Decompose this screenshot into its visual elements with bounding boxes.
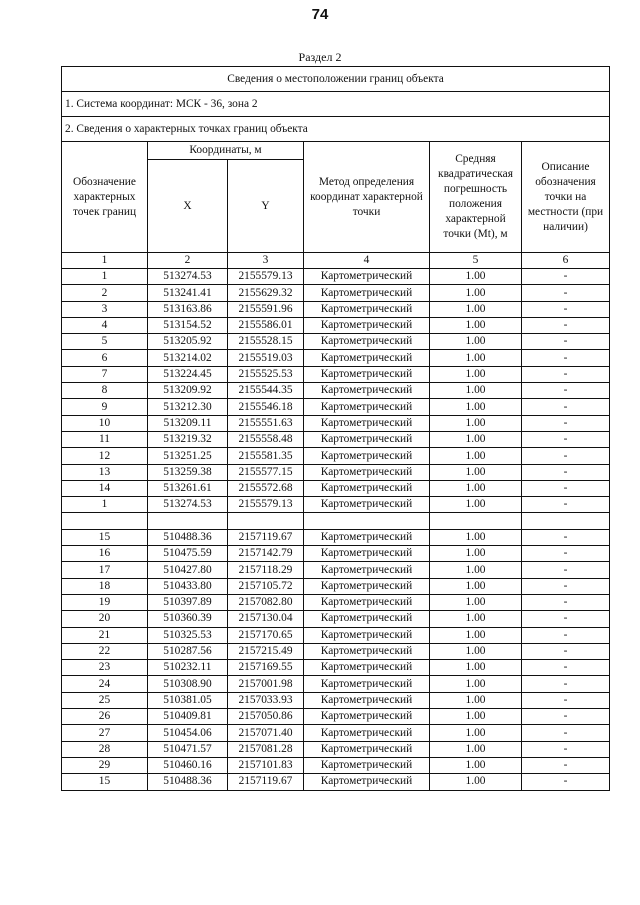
point-id-cell: 23 xyxy=(62,660,148,676)
coord-system-line: 1. Система координат: МСК - 36, зона 2 xyxy=(62,92,610,117)
x-cell: 513261.61 xyxy=(148,480,228,496)
point-id-cell: 7 xyxy=(62,366,148,382)
point-id-cell: 11 xyxy=(62,431,148,447)
accuracy-cell: 1.00 xyxy=(430,627,522,643)
x-cell: 510308.90 xyxy=(148,676,228,692)
description-cell: - xyxy=(522,464,610,480)
method-cell: Картометрический xyxy=(304,448,430,464)
header-method: Метод определения координат характерной точки xyxy=(304,142,430,253)
accuracy-cell: 1.00 xyxy=(430,383,522,399)
description-cell: - xyxy=(522,774,610,790)
accuracy-cell: 1.00 xyxy=(430,301,522,317)
y-cell: 2157001.98 xyxy=(228,676,304,692)
y-cell: 2157119.67 xyxy=(228,529,304,545)
point-id-cell: 28 xyxy=(62,741,148,757)
description-cell: - xyxy=(522,594,610,610)
accuracy-cell: 1.00 xyxy=(430,399,522,415)
description-cell: - xyxy=(522,431,610,447)
x-cell: 513274.53 xyxy=(148,269,228,285)
x-cell: 513224.45 xyxy=(148,366,228,382)
method-cell: Картометрический xyxy=(304,285,430,301)
description-cell xyxy=(522,513,610,529)
method-cell: Картометрический xyxy=(304,497,430,513)
description-cell: - xyxy=(522,562,610,578)
x-cell: 513274.53 xyxy=(148,497,228,513)
description-cell: - xyxy=(522,497,610,513)
accuracy-cell: 1.00 xyxy=(430,366,522,382)
header-y: Y xyxy=(228,160,304,253)
table-row xyxy=(62,366,610,382)
table-row xyxy=(62,301,610,317)
x-cell: 510471.57 xyxy=(148,741,228,757)
x-cell: 513219.32 xyxy=(148,431,228,447)
x-cell: 513163.86 xyxy=(148,301,228,317)
point-id-cell: 14 xyxy=(62,480,148,496)
description-cell: - xyxy=(522,546,610,562)
method-cell: Картометрический xyxy=(304,366,430,382)
x-cell: 513212.30 xyxy=(148,399,228,415)
point-id-cell: 3 xyxy=(62,301,148,317)
y-cell: 2157105.72 xyxy=(228,578,304,594)
table-row xyxy=(62,269,610,285)
table-row xyxy=(62,383,610,399)
method-cell: Картометрический xyxy=(304,546,430,562)
column-number: 6 xyxy=(522,253,610,269)
x-cell: 513209.11 xyxy=(148,415,228,431)
method-cell xyxy=(304,513,430,529)
accuracy-cell: 1.00 xyxy=(430,431,522,447)
table-row xyxy=(62,464,610,480)
x-cell: 513214.02 xyxy=(148,350,228,366)
x-cell: 510409.81 xyxy=(148,709,228,725)
y-cell: 2155586.01 xyxy=(228,317,304,333)
point-id-cell: 20 xyxy=(62,611,148,627)
table-row xyxy=(62,578,610,594)
x-cell: 510454.06 xyxy=(148,725,228,741)
y-cell: 2157082.80 xyxy=(228,594,304,610)
y-cell: 2155528.15 xyxy=(228,334,304,350)
x-cell: 513251.25 xyxy=(148,448,228,464)
y-cell xyxy=(228,513,304,529)
method-cell: Картометрический xyxy=(304,334,430,350)
y-cell: 2155558.48 xyxy=(228,431,304,447)
column-number: 1 xyxy=(62,253,148,269)
y-cell: 2157142.79 xyxy=(228,546,304,562)
y-cell: 2157081.28 xyxy=(228,741,304,757)
accuracy-cell: 1.00 xyxy=(430,480,522,496)
method-cell: Картометрический xyxy=(304,611,430,627)
y-cell: 2157169.55 xyxy=(228,660,304,676)
accuracy-cell: 1.00 xyxy=(430,757,522,773)
x-cell: 510397.89 xyxy=(148,594,228,610)
accuracy-cell: 1.00 xyxy=(430,285,522,301)
x-cell: 510427.80 xyxy=(148,562,228,578)
table-row xyxy=(62,643,610,659)
description-cell: - xyxy=(522,350,610,366)
table-row xyxy=(62,627,610,643)
point-id-cell: 27 xyxy=(62,725,148,741)
table-row xyxy=(62,448,610,464)
y-cell: 2157033.93 xyxy=(228,692,304,708)
y-cell: 2155551.63 xyxy=(228,415,304,431)
y-cell: 2155629.32 xyxy=(228,285,304,301)
method-cell: Картометрический xyxy=(304,643,430,659)
description-cell: - xyxy=(522,676,610,692)
y-cell: 2157130.04 xyxy=(228,611,304,627)
description-cell: - xyxy=(522,611,610,627)
accuracy-cell: 1.00 xyxy=(430,611,522,627)
point-id-cell: 15 xyxy=(62,774,148,790)
point-id-cell: 4 xyxy=(62,317,148,333)
method-cell: Картометрический xyxy=(304,627,430,643)
point-id-cell: 15 xyxy=(62,529,148,545)
y-cell: 2155546.18 xyxy=(228,399,304,415)
description-cell: - xyxy=(522,643,610,659)
y-cell: 2155581.35 xyxy=(228,448,304,464)
y-cell: 2157215.49 xyxy=(228,643,304,659)
accuracy-cell: 1.00 xyxy=(430,350,522,366)
x-cell xyxy=(148,513,228,529)
point-id-cell: 26 xyxy=(62,709,148,725)
description-cell: - xyxy=(522,285,610,301)
description-cell: - xyxy=(522,725,610,741)
method-cell: Картометрический xyxy=(304,415,430,431)
column-number: 4 xyxy=(304,253,430,269)
description-cell: - xyxy=(522,529,610,545)
accuracy-cell xyxy=(430,513,522,529)
description-cell: - xyxy=(522,741,610,757)
accuracy-cell: 1.00 xyxy=(430,692,522,708)
point-id-cell: 18 xyxy=(62,578,148,594)
column-number: 3 xyxy=(228,253,304,269)
table-row xyxy=(62,317,610,333)
point-id-cell xyxy=(62,513,148,529)
accuracy-cell: 1.00 xyxy=(430,546,522,562)
x-cell: 510433.80 xyxy=(148,578,228,594)
y-cell: 2157118.29 xyxy=(228,562,304,578)
table-row xyxy=(62,350,610,366)
table-body xyxy=(62,269,610,791)
y-cell: 2155544.35 xyxy=(228,383,304,399)
description-cell: - xyxy=(522,334,610,350)
table-row xyxy=(62,757,610,773)
table-row xyxy=(62,562,610,578)
accuracy-cell: 1.00 xyxy=(430,774,522,790)
x-cell: 513154.52 xyxy=(148,317,228,333)
y-cell: 2157071.40 xyxy=(228,725,304,741)
x-cell: 513209.92 xyxy=(148,383,228,399)
accuracy-cell: 1.00 xyxy=(430,594,522,610)
y-cell: 2157119.67 xyxy=(228,774,304,790)
accuracy-cell: 1.00 xyxy=(430,317,522,333)
point-id-cell: 5 xyxy=(62,334,148,350)
points-title-line: 2. Сведения о характерных точках границ объекта xyxy=(62,117,610,142)
x-cell: 510232.11 xyxy=(148,660,228,676)
table-row xyxy=(62,334,610,350)
description-cell: - xyxy=(522,480,610,496)
description-cell: - xyxy=(522,692,610,708)
method-cell: Картометрический xyxy=(304,350,430,366)
x-cell: 510325.53 xyxy=(148,627,228,643)
point-id-cell: 8 xyxy=(62,383,148,399)
description-cell: - xyxy=(522,301,610,317)
accuracy-cell: 1.00 xyxy=(430,676,522,692)
accuracy-cell: 1.00 xyxy=(430,741,522,757)
method-cell: Картометрический xyxy=(304,676,430,692)
point-id-cell: 9 xyxy=(62,399,148,415)
point-id-cell: 13 xyxy=(62,464,148,480)
description-cell: - xyxy=(522,627,610,643)
method-cell: Картометрический xyxy=(304,741,430,757)
accuracy-cell: 1.00 xyxy=(430,643,522,659)
accuracy-cell: 1.00 xyxy=(430,578,522,594)
y-cell: 2155519.03 xyxy=(228,350,304,366)
column-number: 5 xyxy=(430,253,522,269)
x-cell: 510381.05 xyxy=(148,692,228,708)
table-row xyxy=(62,497,610,513)
method-cell: Картометрический xyxy=(304,578,430,594)
method-cell: Картометрический xyxy=(304,757,430,773)
point-id-cell: 21 xyxy=(62,627,148,643)
point-id-cell: 2 xyxy=(62,285,148,301)
table-row xyxy=(62,709,610,725)
y-cell: 2157101.83 xyxy=(228,757,304,773)
point-id-cell: 12 xyxy=(62,448,148,464)
description-cell: - xyxy=(522,399,610,415)
accuracy-cell: 1.00 xyxy=(430,334,522,350)
x-cell: 510360.39 xyxy=(148,611,228,627)
table-row xyxy=(62,774,610,790)
y-cell: 2155579.13 xyxy=(228,497,304,513)
accuracy-cell: 1.00 xyxy=(430,269,522,285)
table-row xyxy=(62,611,610,627)
method-cell: Картометрический xyxy=(304,480,430,496)
x-cell: 513241.41 xyxy=(148,285,228,301)
banner-title: Сведения о местоположении границ объекта xyxy=(62,67,610,92)
point-id-cell: 1 xyxy=(62,269,148,285)
point-id-cell: 10 xyxy=(62,415,148,431)
description-cell: - xyxy=(522,269,610,285)
accuracy-cell: 1.00 xyxy=(430,562,522,578)
accuracy-cell: 1.00 xyxy=(430,415,522,431)
accuracy-cell: 1.00 xyxy=(430,497,522,513)
accuracy-cell: 1.00 xyxy=(430,725,522,741)
description-cell: - xyxy=(522,317,610,333)
table-row xyxy=(62,529,610,545)
point-id-cell: 24 xyxy=(62,676,148,692)
table-row xyxy=(62,513,610,529)
header-description: Описание обозначения точки на местности (при наличии) xyxy=(522,142,610,253)
header-x: X xyxy=(148,160,228,253)
method-cell: Картометрический xyxy=(304,529,430,545)
description-cell: - xyxy=(522,660,610,676)
table-row xyxy=(62,546,610,562)
table-row xyxy=(62,285,610,301)
point-id-cell: 6 xyxy=(62,350,148,366)
method-cell: Картометрический xyxy=(304,709,430,725)
column-number: 2 xyxy=(148,253,228,269)
method-cell: Картометрический xyxy=(304,660,430,676)
method-cell: Картометрический xyxy=(304,317,430,333)
header-coordinates: Координаты, м xyxy=(148,142,304,160)
y-cell: 2157050.86 xyxy=(228,709,304,725)
boundary-points-table xyxy=(61,66,610,791)
y-cell: 2155577.15 xyxy=(228,464,304,480)
table-row xyxy=(62,725,610,741)
method-cell: Картометрический xyxy=(304,301,430,317)
accuracy-cell: 1.00 xyxy=(430,448,522,464)
accuracy-cell: 1.00 xyxy=(430,464,522,480)
point-id-cell: 16 xyxy=(62,546,148,562)
method-cell: Картометрический xyxy=(304,383,430,399)
accuracy-cell: 1.00 xyxy=(430,660,522,676)
x-cell: 510460.16 xyxy=(148,757,228,773)
description-cell: - xyxy=(522,415,610,431)
description-cell: - xyxy=(522,757,610,773)
table-row xyxy=(62,399,610,415)
method-cell: Картометрический xyxy=(304,725,430,741)
table-row xyxy=(62,431,610,447)
point-id-cell: 29 xyxy=(62,757,148,773)
y-cell: 2155579.13 xyxy=(228,269,304,285)
method-cell: Картометрический xyxy=(304,464,430,480)
y-cell: 2157170.65 xyxy=(228,627,304,643)
method-cell: Картометрический xyxy=(304,594,430,610)
x-cell: 510475.59 xyxy=(148,546,228,562)
point-id-cell: 17 xyxy=(62,562,148,578)
table-row xyxy=(62,660,610,676)
description-cell: - xyxy=(522,709,610,725)
table-row xyxy=(62,415,610,431)
method-cell: Картометрический xyxy=(304,269,430,285)
table-row xyxy=(62,676,610,692)
point-id-cell: 1 xyxy=(62,497,148,513)
method-cell: Картометрический xyxy=(304,399,430,415)
x-cell: 513259.38 xyxy=(148,464,228,480)
accuracy-cell: 1.00 xyxy=(430,529,522,545)
header-accuracy: Средняя квадратическая погрешность положения характерной точки (Mt), м xyxy=(430,142,522,253)
point-id-cell: 22 xyxy=(62,643,148,659)
table-row xyxy=(62,480,610,496)
method-cell: Картометрический xyxy=(304,431,430,447)
section-label: Раздел 2 xyxy=(298,50,342,64)
method-cell: Картометрический xyxy=(304,774,430,790)
method-cell: Картометрический xyxy=(304,562,430,578)
description-cell: - xyxy=(522,448,610,464)
x-cell: 510488.36 xyxy=(148,529,228,545)
page-number: 74 xyxy=(311,6,329,23)
x-cell: 510287.56 xyxy=(148,643,228,659)
table-row xyxy=(62,594,610,610)
description-cell: - xyxy=(522,383,610,399)
y-cell: 2155525.53 xyxy=(228,366,304,382)
x-cell: 513205.92 xyxy=(148,334,228,350)
table-row xyxy=(62,692,610,708)
x-cell: 510488.36 xyxy=(148,774,228,790)
y-cell: 2155572.68 xyxy=(228,480,304,496)
point-id-cell: 25 xyxy=(62,692,148,708)
y-cell: 2155591.96 xyxy=(228,301,304,317)
accuracy-cell: 1.00 xyxy=(430,709,522,725)
header-designation: Обозначение характерных точек границ xyxy=(62,142,148,253)
method-cell: Картометрический xyxy=(304,692,430,708)
description-cell: - xyxy=(522,578,610,594)
point-id-cell: 19 xyxy=(62,594,148,610)
table-row xyxy=(62,741,610,757)
description-cell: - xyxy=(522,366,610,382)
